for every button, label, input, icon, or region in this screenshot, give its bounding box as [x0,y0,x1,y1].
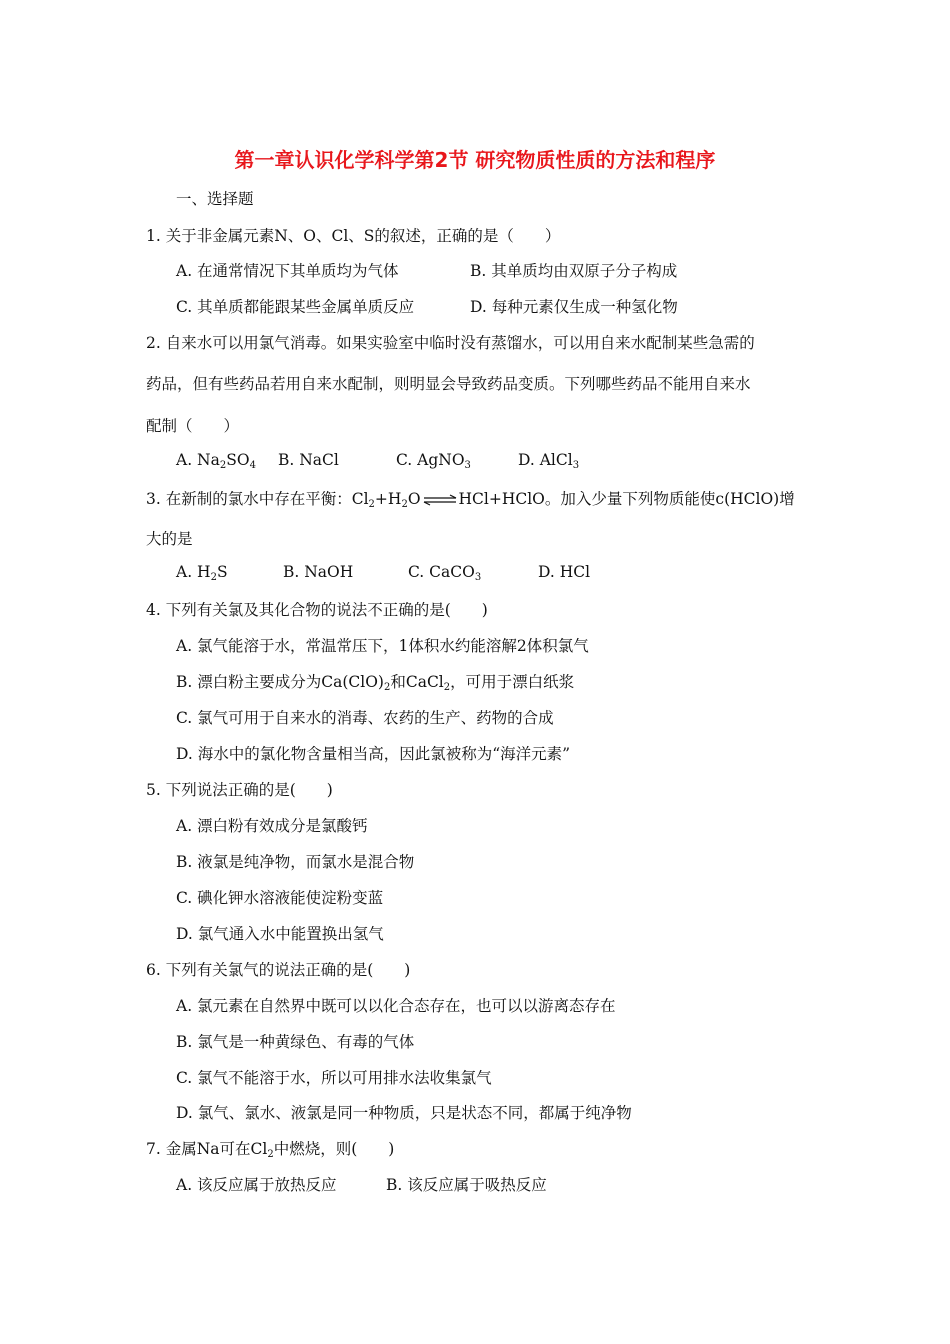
question-5-option-c: C. 碘化钾水溶液能使淀粉变蓝 [176,889,384,907]
question-6-stem: 6. 下列有关氯气的说法正确的是( ) [146,961,411,979]
question-5-option-d: D. 氯气通入水中能置换出氢气 [176,925,384,943]
page-title: 第一章认识化学科学第2节 研究物质性质的方法和程序 [234,148,716,172]
question-5-option-a: A. 漂白粉有效成分是氯酸钙 [176,817,368,835]
question-4-option-c: C. 氯气可用于自来水的消毒、农药的生产、药物的合成 [176,709,554,727]
question-7-stem: 7. 金属Na可在$Cl_2$中燃烧，则( ) [146,1140,395,1160]
question-6-option-a: A. 氯元素在自然界中既可以以化合态存在，也可以以游离态存在 [176,997,616,1015]
question-3-option-d: D. HCl [538,563,591,581]
question-1-option-c: C. 其单质都能跟某些金属单质反应 [176,298,415,316]
question-2-stem-line-2: 药品，但有些药品若用自来水配制，则明显会导致药品变质。下列哪些药品不能用自来水 [146,375,751,393]
question-6-option-d: D. 氯气、氯水、液氯是同一种物质，只是状态不同，都属于纯净物 [176,1104,632,1122]
section-heading: 一、选择题 [176,190,254,208]
question-2-option-c: C. AgNO$_3$ [396,451,471,471]
question-2-option-d: D. AlCl$_3$ [518,451,580,471]
question-2-option-b: B. NaCl [278,451,339,469]
equilibrium-arrow-icon [423,494,457,506]
question-1-option-a: A. 在通常情况下其单质均为气体 [176,262,399,280]
question-3-stem-line-2: 大的是 [146,530,193,548]
question-7-option-b: B. 该反应属于吸热反应 [386,1176,547,1194]
question-1-option-b: B. 其单质均由双原子分子构成 [470,262,678,280]
question-7-option-a: A. 该反应属于放热反应 [176,1176,337,1194]
question-4-option-a: A. 氯气能溶于水，常温常压下，1体积水约能溶解2体积氯气 [176,637,589,655]
question-3-option-b: B. NaOH [283,563,354,581]
question-2-option-a: A. $Na_2SO_4$ [176,451,256,471]
question-4-stem: 4. 下列有关氯及其化合物的说法不正确的是( ) [146,601,488,619]
question-2-stem-line-3: 配制（ ） [146,417,240,435]
question-5-option-b: B. 液氯是纯净物，而氯水是混合物 [176,853,415,871]
question-6-option-c: C. 氯气不能溶于水，所以可用排水法收集氯气 [176,1069,492,1087]
question-3-option-c: C. CaCO$_3$ [408,563,482,583]
question-3-option-a: A. $H_2S$ [176,563,228,583]
question-1-option-d: D. 每种元素仅生成一种氢化物 [470,298,678,316]
question-2-stem-line-1: 2. 自来水可以用氯气消毒。如果实验室中临时没有蒸馏水，可以用自来水配制某些急需的 [146,334,755,352]
question-6-option-b: B. 氯气是一种黄绿色、有毒的气体 [176,1033,415,1051]
question-4-option-d: D. 海水中的氯化物含量相当高，因此氯被称为“海洋元素” [176,745,571,763]
question-4-option-b: B. 漂白粉主要成分为$Ca(ClO)_2$和CaCl$_2$，可用于漂白纸浆 [176,673,575,693]
question-5-stem: 5. 下列说法正确的是( ) [146,781,333,799]
question-1-stem: 1. 关于非金属元素N、O、Cl、S的叙述，正确的是（ ） [146,227,561,245]
question-3-stem-line-1: 3. 在新制的氯水中存在平衡：$Cl_2+H_2O$ HCl+HClO。加入少量下列物质能使c(HClO)增 [146,490,795,510]
